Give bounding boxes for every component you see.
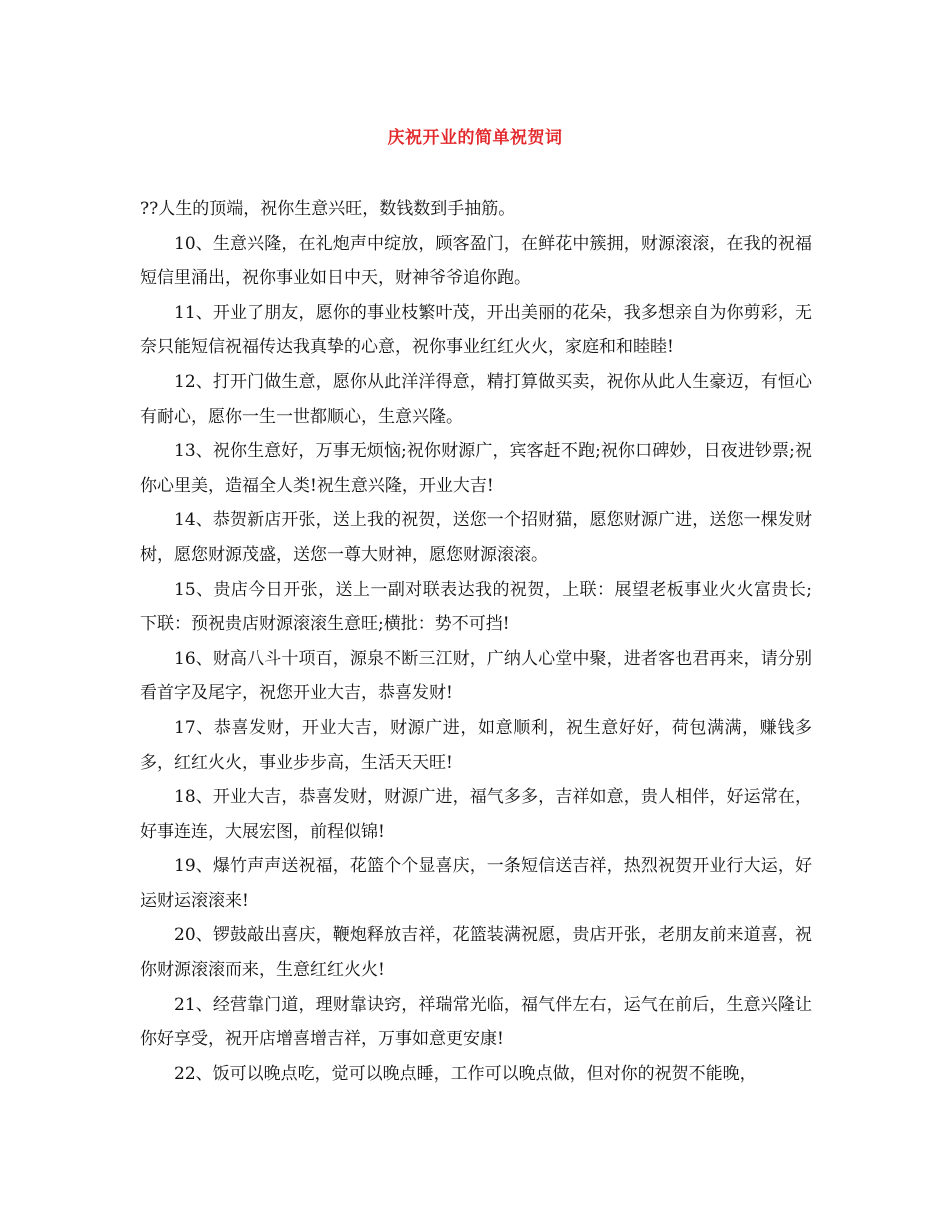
paragraph: 18、开业大吉，恭喜发财，财源广进，福气多多，吉祥如意，贵人相伴，好运常在，好事连连，大展宏图，前程似锦! [140, 787, 812, 842]
paragraph: 16、财高八斗十项百，源泉不断三江财，广纳人心堂中聚，进者客也君再来，请分别看首字及尾字，祝您开业大吉，恭喜发财! [140, 648, 812, 704]
paragraph: 17、恭喜发财，开业大吉，财源广进，如意顺利，祝生意好好，荷包满满，赚钱多多，红红火火，事业步步高，生活天天旺! [140, 717, 812, 773]
paragraph: 12、打开门做生意，愿你从此洋洋得意，精打算做买卖，祝你从此人生豪迈，有恒心有耐心，愿你一生一世都顺心，生意兴隆。 [140, 371, 812, 427]
paragraph: 15、贵店今日开张，送上一副对联表达我的祝贺，上联：展望老板事业火火富贵长;下联：预祝贵店财源滚滚生意旺;横批：势不可挡! [140, 579, 812, 635]
paragraph: 10、生意兴隆，在礼炮声中绽放，顾客盈门，在鲜花中簇拥，财源滚滚，在我的祝福短信里涌出，祝你事业如日中天，财神爷爷追你跑。 [140, 233, 812, 289]
paragraph: ??人生的顶端，祝你生意兴旺，数钱数到手抽筋。 [140, 199, 516, 219]
document-body [140, 192, 812, 1091]
paragraph: 13、祝你生意好，万事无烦恼;祝你财源广，宾客赶不跑;祝你口碑妙，日夜进钞票;祝你心里美，造福全人类!祝生意兴隆，开业大吉! [140, 441, 812, 496]
paragraph: 21、经营靠门道，理财靠诀窍，祥瑞常光临，福气伴左右，运气在前后，生意兴隆让你好享受，祝开店增喜增吉祥，万事如意更安康! [140, 994, 812, 1050]
paragraph: 20、锣鼓敲出喜庆，鞭炮释放吉祥，花篮装满祝愿，贵店开张，老朋友前来道喜，祝你财源滚滚而来，生意红红火火! [140, 925, 812, 981]
paragraph: 11、开业了朋友，愿你的事业枝繁叶茂，开出美丽的花朵，我多想亲自为你剪彩，无奈只能短信祝福传达我真挚的心意，祝你事业红红火火，家庭和和睦睦! [140, 302, 812, 358]
paragraph: 14、恭贺新店开张，送上我的祝贺，送您一个招财猫，愿您财源广进，送您一棵发财树，愿您财源茂盛，送您一尊大财神，愿您财源滚滚。 [140, 510, 812, 565]
paragraph: 19、爆竹声声送祝福，花篮个个显喜庆，一条短信送吉祥，热烈祝贺开业行大运，好运财运滚滚来! [140, 856, 812, 911]
paragraph: 22、饭可以晚点吃，觉可以晚点睡，工作可以晚点做，但对你的祝贺不能晚， [174, 1063, 757, 1084]
document-title: 庆祝开业的简单祝贺词 [387, 128, 563, 148]
